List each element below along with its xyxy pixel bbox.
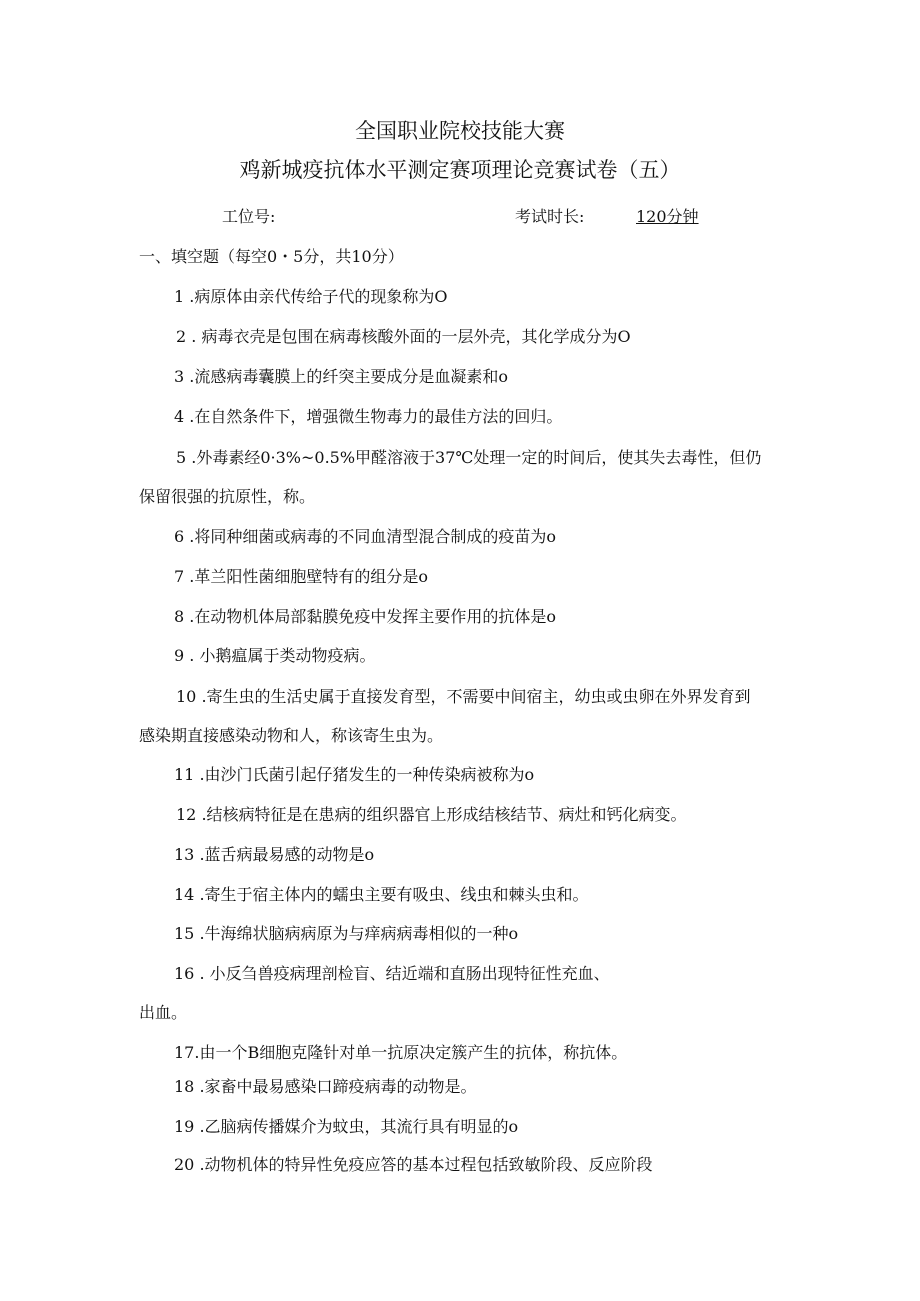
question-14: 14 .寄生于宿主体内的蠕虫主要有吸虫、线虫和棘头虫和。 xyxy=(174,885,589,904)
competition-title: 全国职业院校技能大赛 xyxy=(355,119,565,143)
question-15: 15 .牛海绵状脑病病原为与痒病病毒相似的一种o xyxy=(174,924,519,943)
exam-duration-label: 考试时长: xyxy=(515,207,585,226)
question-1: 1 .病原体由亲代传给子代的现象称为O xyxy=(174,287,448,306)
question-2: 2 . 病毒衣壳是包围在病毒核酸外面的一层外壳，其化学成分为O xyxy=(176,327,631,346)
question-13: 13 .蓝舌病最易感的动物是o xyxy=(174,845,375,864)
station-number-label: 工位号: xyxy=(222,207,276,226)
question-18: 18 .家畜中最易感染口蹄疫病毒的动物是。 xyxy=(174,1077,477,1096)
question-11: 11 .由沙门氏菌引起仔猪发生的一种传染病被称为o xyxy=(174,765,535,784)
question-19: 19 .乙脑病传播媒介为蚊虫，其流行具有明显的o xyxy=(174,1117,519,1136)
exam-duration-value: 120分钟 xyxy=(636,207,699,226)
exam-paper-title: 鸡新城疫抗体水平测定赛项理论竞赛试卷（五） xyxy=(239,158,681,182)
question-6: 6 .将同种细菌或病毒的不同血清型混合制成的疫苗为o xyxy=(174,527,556,546)
question-3: 3 .流感病毒囊膜上的纤突主要成分是血凝素和o xyxy=(174,367,508,386)
question-10-line-1: 10 .寄生虫的生活史属于直接发育型，不需要中间宿主，幼虫或虫卵在外界发育到 xyxy=(176,687,751,706)
question-4: 4 .在自然条件下，增强微生物毒力的最佳方法的回归。 xyxy=(174,407,563,426)
question-5-line-2: 保留很强的抗原性，称。 xyxy=(139,487,316,506)
question-16-line-1: 16 . 小反刍兽疫病理剖检盲、结近端和直肠出现特征性充血、 xyxy=(174,964,610,983)
question-8: 8 .在动物机体局部黏膜免疫中发挥主要作用的抗体是o xyxy=(174,607,556,626)
question-17: 17.由一个B细胞克隆针对单一抗原决定簇产生的抗体，称抗体。 xyxy=(174,1043,628,1062)
question-9: 9 . 小鹅瘟属于类动物疫病。 xyxy=(174,646,376,665)
section-heading: 一、填空题（每空0・5分，共10分） xyxy=(139,247,404,266)
question-5-line-1: 5 .外毒素经0·3%~0.5%甲醛溶液于37℃处理一定的时间后，使其失去毒性，但仍 xyxy=(176,448,762,467)
question-7: 7 .革兰阳性菌细胞壁特有的组分是o xyxy=(174,567,428,586)
question-16-line-2: 出血。 xyxy=(139,1003,188,1022)
question-20: 20 .动物机体的特异性免疫应答的基本过程包括致敏阶段、反应阶段 xyxy=(174,1155,653,1174)
question-12: 12 .结核病特征是在患病的组织器官上形成结核结节、病灶和钙化病变。 xyxy=(176,805,687,824)
question-10-line-2: 感染期直接感染动物和人，称该寄生虫为。 xyxy=(139,726,444,745)
